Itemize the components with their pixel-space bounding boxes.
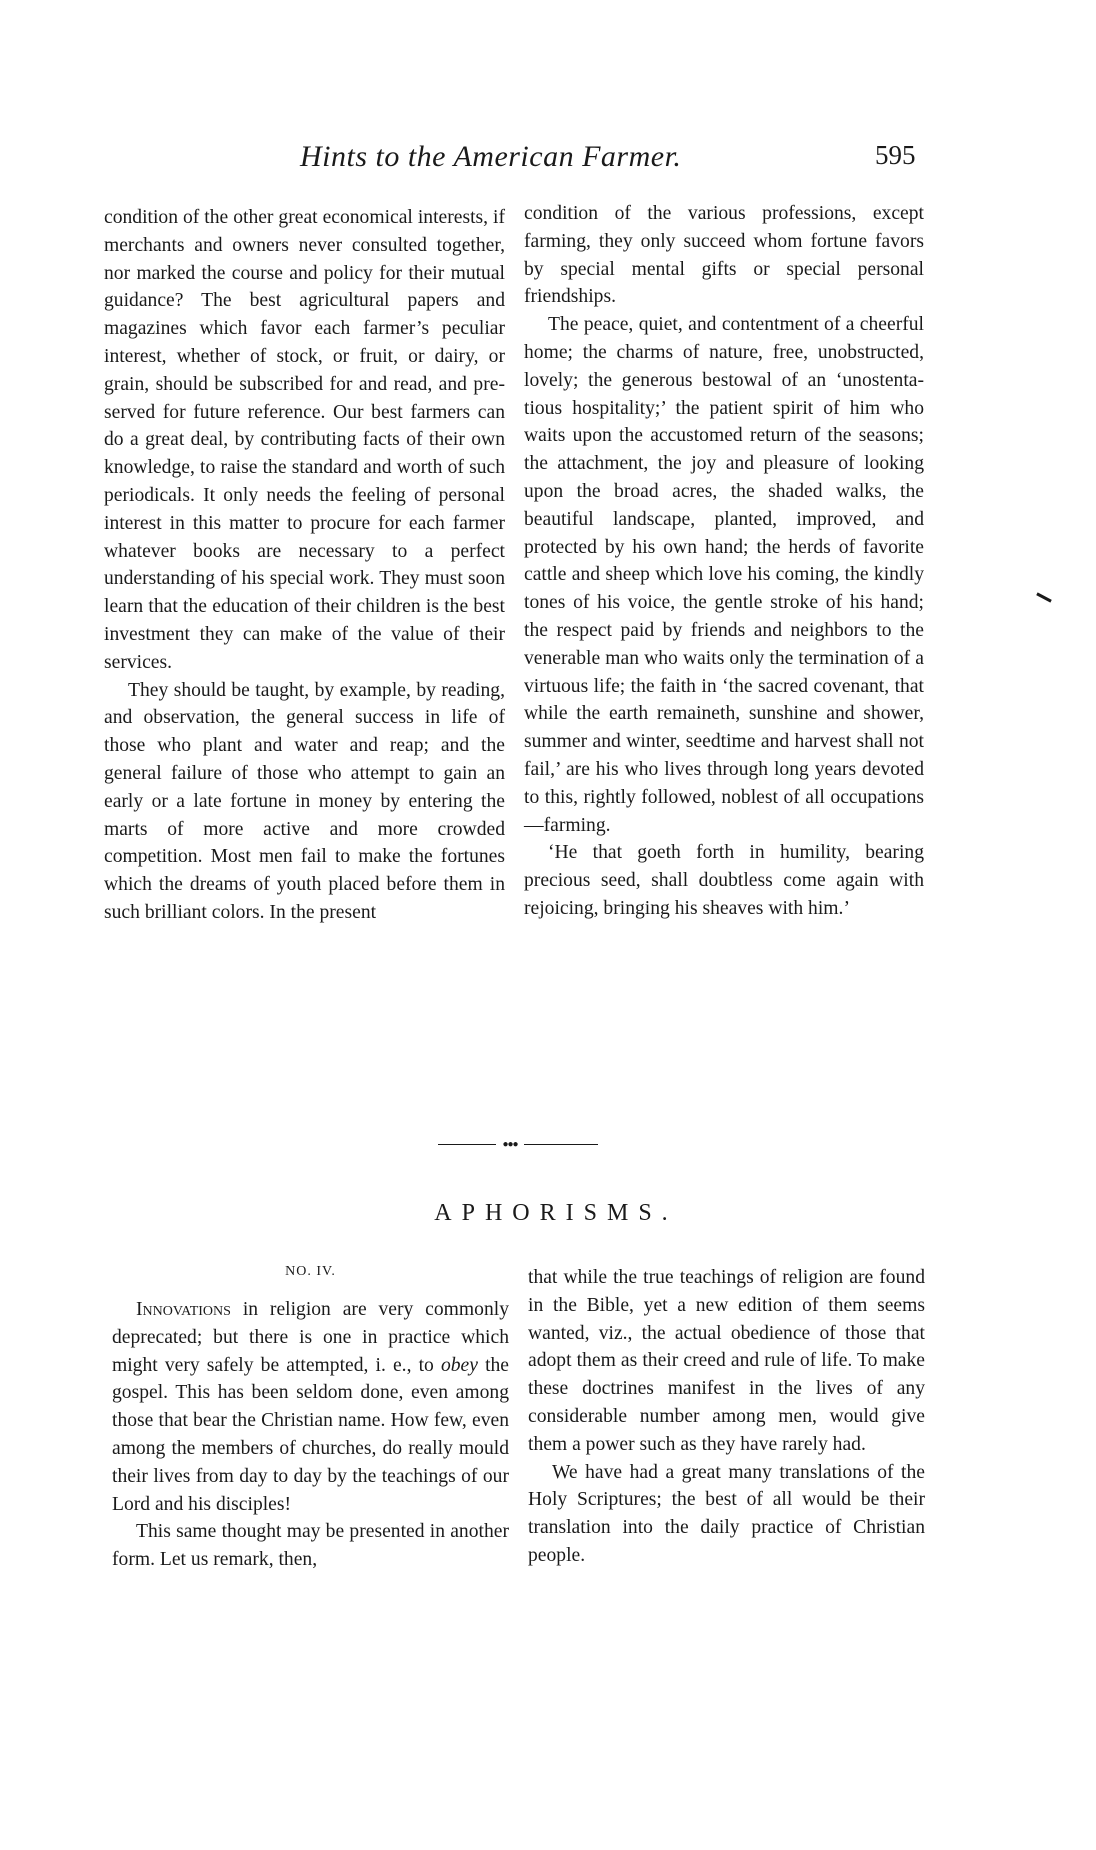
article1-left-column [104, 204, 505, 927]
paragraph: This same thought may be presented in another form. Let us remark, then, [112, 1521, 509, 1571]
divider-line-right [524, 1144, 598, 1145]
divider-ornament-icon: ●●● [502, 1139, 518, 1150]
paragraph: The peace, quiet, and contentment of a cheerful home; the charms of nature, free, unobstructed, lovely; the generous bestowal of an ‘unostentatious hospitality;’ the patient spirit of him who waits upon the accustomed return of the seasons; the attachment, the joy and pleasure of looking upon the broad acres, the shaded walks, the beautiful landscape, planted, improved, and protected by his own hand; the herds of favorite cattle and sheep which love his coming, the kindly tones of his voice, the gentle stroke of his hand; the respect paid by friends and neighbors to the venerable man who waits only the termination of a virtuous life; the faith in ‘the sacred covenant, that while the earth remaineth, sunshine and shower, summer and winter, seedtime and harvest shall not fail,’ are his who lives through long years devoted to this, rightly followed, noblest of all occupations—farming. [524, 314, 924, 836]
section-title: APHORISMS. [434, 1200, 678, 1226]
running-head [0, 140, 1096, 180]
paragraph: They should be taught, by example, by reading, and observation, the general success in life of those who plant and water and reap; and the general failure of those who attempt to gain an early or a late fortune in money by entering the marts of more active and more crowded competition. Most men fail to make the fortunes which the dreams of youth placed before them in such brilliant colors. In the present [104, 679, 505, 923]
page-number: 595 [875, 140, 916, 170]
article2-left-column [112, 1296, 509, 1574]
paragraph: condition of the other great economical interests, if merchants and owners never consulted together, nor marked the course and policy for their mutual guidance? The best agricultural papers and magazines which favor each farmer’s peculiar interest, whether of stock, or fruit, or dairy, or grain, should be subscribed for and read, and preserved for future reference. Our best farmers can do a great deal, by contributing facts of their own knowledge, to raise the standard and worth of such periodicals. It only needs the feeling of personal interest in this matter to procure for each farmer whatever books are necessary to a perfect understanding of his special work. They must soon learn that the education of their children is the best investment they can make of the value of their services. [104, 207, 505, 673]
lead-word: Innovations [136, 1299, 231, 1320]
emphasis: obey [440, 1354, 478, 1376]
paragraph: We have had a great many translations of the Holy Scriptures; the best of all would be their translation into the daily practice of Christian people. [528, 1461, 925, 1566]
running-title: Hints to the American Farmer. [300, 140, 682, 173]
ink-mark [1036, 592, 1052, 602]
paragraph: that while the true teachings of religion are found in the Bible, yet a new edition of them seems wanted, viz., the actual obedience of those that adopt them as their creed and rule of life. To make these doctrines manifest in the lives of any considerable number among men, would give them a power such as they have rarely had. [528, 1267, 925, 1455]
paragraph: ‘He that goeth forth in humility, bearing precious seed, shall doubtless come again with rejoicing, bringing his sheaves with him.’ [524, 842, 924, 919]
paragraph [112, 1296, 509, 1518]
divider-line-left [438, 1144, 496, 1145]
article1-right-column [524, 200, 924, 923]
paragraph: condition of the various professions, except farming, they only succeed whom fortune favors by special mental gifts or special personal friendships. [524, 203, 924, 308]
text-run: the gospel. This has been seldom done, even among those that bear the Christian name. How few, even among the members of churches, do really mould their lives from day to day by the teachings of our Lord and his disciples! [112, 1354, 510, 1515]
article2-right-column [528, 1264, 925, 1570]
section-divider [438, 1140, 598, 1150]
text-run: in religion are very commonly deprecated; but there is one in practice which might very safely be attempted, i. e., to [112, 1299, 509, 1376]
section-subheading: NO. IV. [285, 1264, 336, 1279]
